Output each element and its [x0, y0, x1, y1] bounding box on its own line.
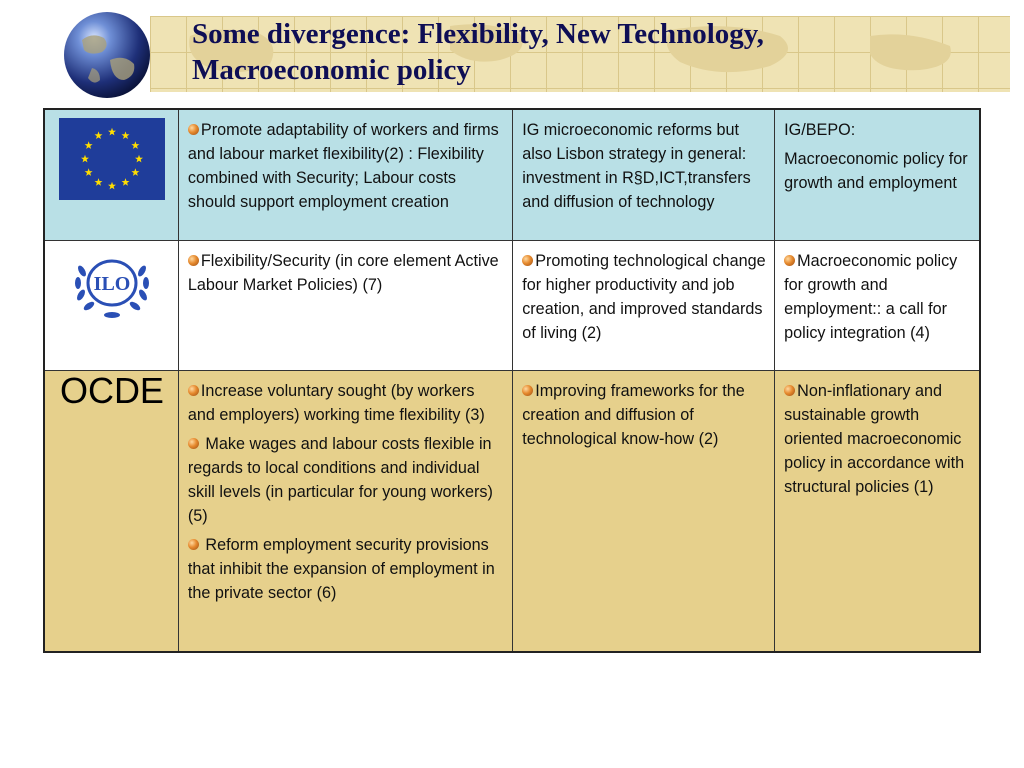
- bullet-icon: [188, 385, 199, 396]
- title-line-1: Some divergence: Flexibility, New Technology,: [192, 18, 764, 50]
- bullet-icon: [188, 124, 199, 135]
- title-line-2: Macroeconomic policy: [192, 54, 471, 86]
- ilo-logo-text: ILO: [93, 272, 131, 295]
- oecd-label-cell: [44, 370, 178, 652]
- bullet-icon: [188, 255, 199, 266]
- list-item: Increase voluntary sought (by workers and employers) working time flexibility (3): [187, 381, 485, 424]
- ilo-macro-cell: [775, 240, 980, 370]
- eu-flexibility-cell: [178, 109, 512, 240]
- eu-technology-text: IG microeconomic reforms but also Lisbon strategy in general: investment in R§D,ICT,transfers and diffusion of technology: [522, 121, 751, 211]
- bullet-icon: [522, 385, 533, 396]
- ilo-flexibility-cell: [178, 240, 512, 370]
- slide-title: [192, 16, 992, 88]
- oecd-label: OCDE: [59, 369, 164, 411]
- oecd-flexibility-cell: [178, 370, 512, 652]
- bullet-icon: [188, 539, 199, 550]
- eu-technology-cell: [513, 109, 775, 240]
- bullet-icon: [784, 255, 795, 266]
- list-item: Flexibility/Security (in core element Active Labour Market Policies) (7): [187, 251, 499, 294]
- list-item: Macroeconomic policy for growth and employment:: a call for policy integration (4): [784, 251, 958, 342]
- oecd-technology-cell: [513, 370, 775, 652]
- list-item: Promoting technological change for higher productivity and job creation, and improved standards of living (2): [522, 251, 766, 342]
- ilo-emblem-icon: [69, 249, 155, 321]
- globe-icon: [62, 10, 152, 100]
- list-item: Non-inflationary and sustainable growth oriented macroeconomic policy in accordance with structural policies (1): [784, 381, 965, 496]
- eu-macro-heading: IG/BEPO:: [784, 121, 856, 139]
- table-row-oecd: [44, 370, 980, 652]
- bullet-icon: [784, 385, 795, 396]
- ilo-logo-cell: [44, 240, 178, 370]
- list-item: Reform employment security provisions that inhibit the expansion of employment in the private sector (6): [187, 535, 495, 602]
- table-row-eu: [44, 109, 980, 240]
- eu-macro-text: Macroeconomic policy for growth and employment: [784, 150, 968, 192]
- title-banner: [0, 0, 1024, 100]
- eu-macro-cell: [775, 109, 980, 240]
- comparison-table: [43, 108, 981, 653]
- eu-logo-cell: [44, 109, 178, 240]
- table-row-ilo: [44, 240, 980, 370]
- bullet-icon: [522, 255, 533, 266]
- ilo-technology-cell: [513, 240, 775, 370]
- list-item: Promote adaptability of workers and firms and labour market flexibility(2) : Flexibility combined with Security; Labour costs should support employment creation: [187, 121, 499, 211]
- oecd-macro-cell: [775, 370, 980, 652]
- bullet-icon: [188, 438, 199, 449]
- eu-flag-icon: [59, 118, 165, 200]
- list-item: Improving frameworks for the creation and diffusion of technological know-how (2): [522, 381, 745, 448]
- list-item: Make wages and labour costs flexible in regards to local conditions and individual skill levels (in particular for young workers) (5): [187, 434, 493, 525]
